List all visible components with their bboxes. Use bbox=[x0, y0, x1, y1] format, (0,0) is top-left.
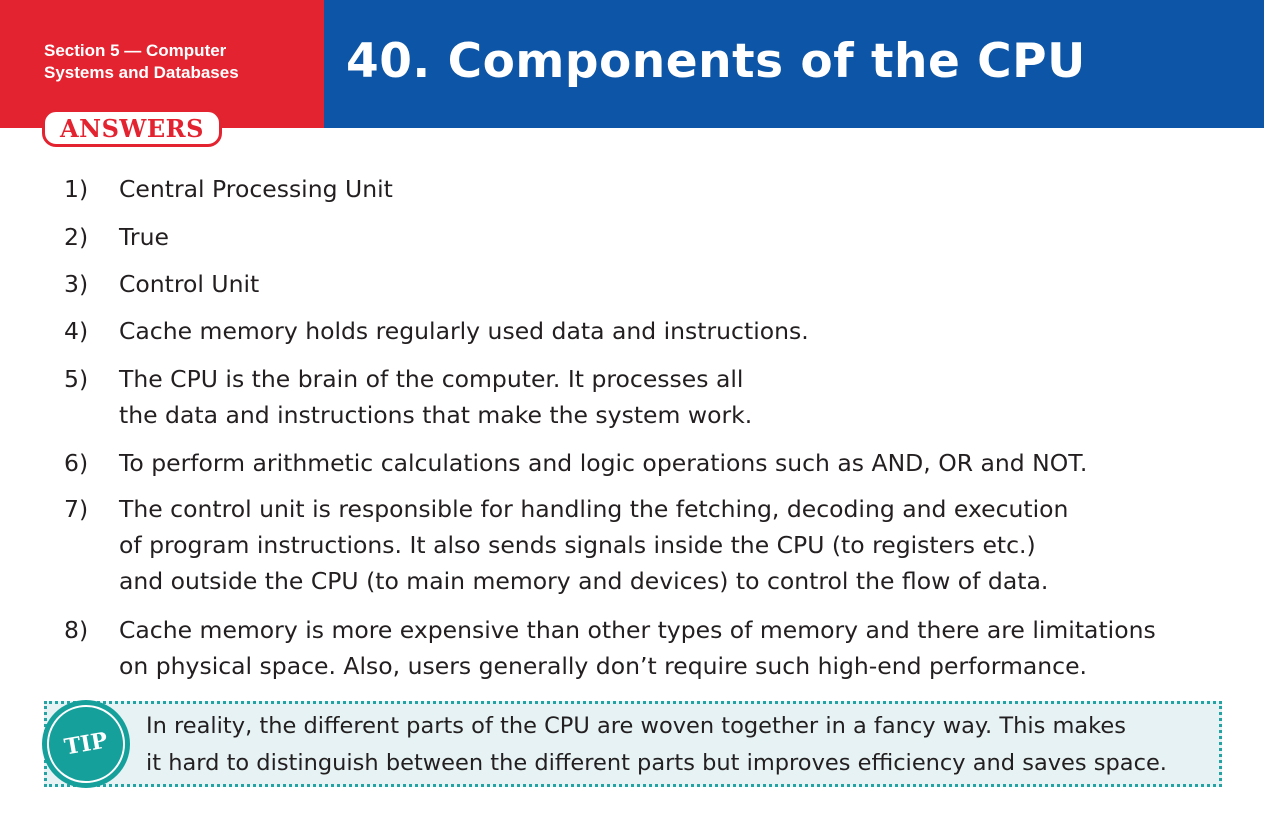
item-number: 7) bbox=[64, 495, 89, 523]
item-text: To perform arithmetic calculations and logic operations such as AND, OR and NOT. bbox=[119, 449, 1088, 477]
item-text: Cache memory is more expensive than other types of memory and there are limitations on physical space. Also, users generally don’t require such high-end performance. bbox=[119, 616, 1156, 680]
item-number: 1) bbox=[64, 175, 89, 203]
item-text: Control Unit bbox=[119, 270, 260, 298]
tip-text: In reality, the different parts of the CPU are woven together in a fancy way. This makes it hard to distinguish between the different parts but improves efficiency and saves space. bbox=[146, 713, 1167, 776]
page-title: 40. Components of the CPU bbox=[346, 34, 1086, 89]
item-number: 4) bbox=[64, 317, 89, 345]
item-text: True bbox=[119, 223, 169, 251]
item-number: 6) bbox=[64, 449, 89, 477]
item-number: 2) bbox=[64, 223, 89, 251]
item-text: The CPU is the brain of the computer. It processes all the data and instructions that make the system work. bbox=[119, 365, 753, 429]
title-banner bbox=[324, 0, 1264, 128]
tip-badge bbox=[42, 700, 130, 788]
section-label: Section 5 — Computer Systems and Databases bbox=[44, 41, 239, 82]
item-text: Central Processing Unit bbox=[119, 175, 393, 203]
item-number: 8) bbox=[64, 616, 89, 644]
item-number: 5) bbox=[64, 365, 89, 393]
answers-badge: ANSWERS bbox=[42, 109, 222, 147]
item-number: 3) bbox=[64, 270, 89, 298]
item-text: Cache memory holds regularly used data and instructions. bbox=[119, 317, 809, 345]
item-text: The control unit is responsible for handling the fetching, decoding and execution of program instructions. It also sends signals inside the CPU (to registers etc.) and outside the CPU (to main memory and devices) to control the flow of data. bbox=[119, 495, 1069, 595]
tip-label: TIP bbox=[41, 699, 131, 789]
